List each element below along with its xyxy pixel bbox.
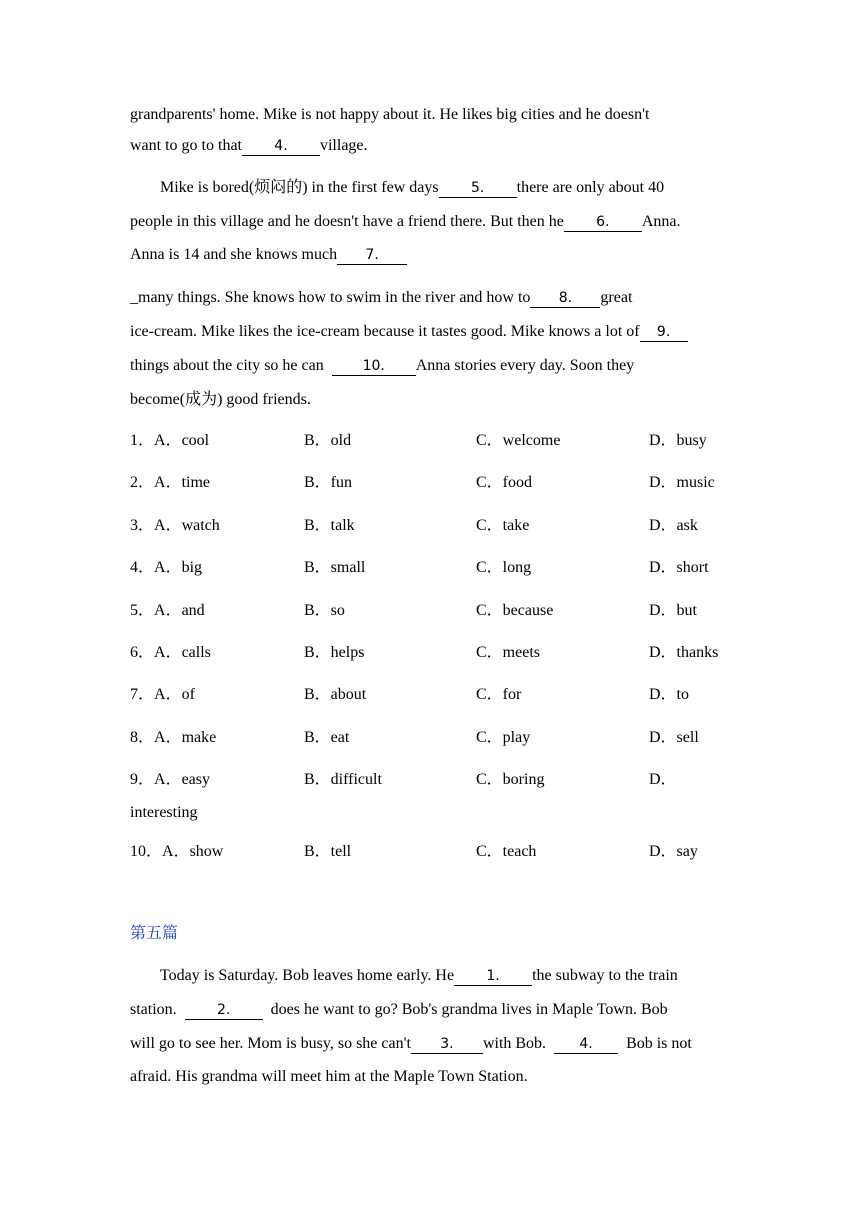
option-row-4 bbox=[0, 557, 860, 579]
passage4-line-3 bbox=[160, 178, 664, 198]
option-d: D． bbox=[649, 771, 677, 788]
option-c: C．meets bbox=[476, 644, 540, 661]
option-b: B．fun bbox=[304, 474, 353, 491]
text: Anna. bbox=[641, 213, 681, 230]
blank-6: 6. bbox=[564, 213, 642, 232]
text: _many things. She knows how to swim in the river and how to bbox=[130, 289, 531, 306]
option-d: D．but bbox=[649, 602, 698, 619]
option-d: D．music bbox=[649, 474, 715, 491]
option-a: 2．A．time bbox=[130, 474, 211, 491]
option-a: 6．A．calls bbox=[130, 644, 211, 661]
option-row-10 bbox=[0, 841, 860, 863]
option-a: 8．A．make bbox=[130, 729, 217, 746]
option-c: C．long bbox=[476, 559, 532, 576]
option-b: B．eat bbox=[304, 729, 350, 746]
option-row-8 bbox=[0, 727, 860, 749]
option-b: B．difficult bbox=[304, 771, 382, 788]
blank-8: 8. bbox=[530, 289, 600, 308]
option-c: C．for bbox=[476, 686, 522, 703]
option-d: D．sell bbox=[649, 729, 699, 746]
text: ice-cream. Mike likes the ice-cream because it tastes good. Mike knows a lot of bbox=[130, 323, 640, 340]
option-a: 5．A．and bbox=[130, 602, 205, 619]
passage4-line-1 bbox=[130, 105, 649, 125]
option-row-1 bbox=[0, 430, 860, 452]
passage5-line-2 bbox=[130, 1000, 668, 1020]
option-d: D．ask bbox=[649, 517, 698, 534]
option-a: 1．A．cool bbox=[130, 432, 210, 449]
text: people in this village and he doesn't have a friend there. But then he bbox=[130, 213, 564, 230]
text: with Bob. bbox=[482, 1035, 547, 1052]
blank-2: 2. bbox=[185, 1001, 263, 1020]
option-a: 7．A．of bbox=[130, 686, 195, 703]
option-d: D．thanks bbox=[649, 644, 719, 661]
passage5-line-3 bbox=[130, 1034, 692, 1054]
option-row-9 bbox=[0, 769, 860, 791]
option-row-9-wrap bbox=[0, 802, 860, 824]
text: Anna stories every day. Soon they bbox=[415, 357, 635, 374]
option-row-2 bbox=[0, 472, 860, 494]
option-row-6 bbox=[0, 642, 860, 664]
text: Bob is not bbox=[626, 1035, 692, 1052]
passage5-line-1 bbox=[160, 966, 678, 986]
option-c: C．food bbox=[476, 474, 533, 491]
text: will go to see her. Mom is busy, so she can't bbox=[130, 1035, 411, 1052]
text: there are only about 40 bbox=[516, 179, 665, 196]
text: become(成为) good friends. bbox=[130, 391, 311, 408]
option-c: C．welcome bbox=[476, 432, 561, 449]
option-a: 3．A．watch bbox=[130, 517, 220, 534]
option-c: C．boring bbox=[476, 771, 545, 788]
blank-1: 1. bbox=[454, 967, 532, 986]
blank-10: 10. bbox=[332, 357, 416, 376]
option-c: C．because bbox=[476, 602, 554, 619]
option-d: D．say bbox=[649, 843, 698, 860]
text: does he want to go? Bob's grandma lives in Maple Town. Bob bbox=[270, 1001, 668, 1018]
text: want to go to that bbox=[130, 137, 242, 154]
option-b: B．small bbox=[304, 559, 366, 576]
option-a: 10．A．show bbox=[130, 843, 224, 860]
option-d: D．short bbox=[649, 559, 709, 576]
option-a: 9．A．easy bbox=[130, 771, 211, 788]
text: afraid. His grandma will meet him at the Maple Town Station. bbox=[130, 1068, 528, 1085]
option-b: B．tell bbox=[304, 843, 352, 860]
option-row-3 bbox=[0, 515, 860, 537]
option-d: D．to bbox=[649, 686, 690, 703]
option-row-7 bbox=[0, 684, 860, 706]
option-c: C．play bbox=[476, 729, 531, 746]
option-c: C．take bbox=[476, 517, 530, 534]
section-heading: 第五篇 bbox=[130, 923, 179, 942]
option-b: B．about bbox=[304, 686, 367, 703]
option-b: B．talk bbox=[304, 517, 355, 534]
passage4-line-2 bbox=[130, 136, 368, 156]
blank-3: 3. bbox=[411, 1035, 483, 1054]
passage4-line-8 bbox=[130, 356, 634, 376]
blank-5: 5. bbox=[439, 179, 517, 198]
option-d: D．busy bbox=[649, 432, 707, 449]
passage4-line-6 bbox=[130, 288, 632, 308]
blank-9: 9. bbox=[640, 323, 688, 342]
option-b: B．old bbox=[304, 432, 352, 449]
passage5-line-4 bbox=[130, 1067, 528, 1087]
passage4-line-5 bbox=[130, 245, 407, 265]
passage4-line-4 bbox=[130, 212, 681, 232]
text: the subway to the train bbox=[532, 967, 678, 984]
text: Today is Saturday. Bob leaves home early. He bbox=[160, 967, 455, 984]
passage4-line-7 bbox=[130, 322, 688, 342]
passage4-line-9 bbox=[130, 390, 311, 410]
option-c: C．teach bbox=[476, 843, 537, 860]
option-d-wrapped-text: interesting bbox=[130, 804, 198, 821]
text: station. bbox=[130, 1001, 177, 1018]
text: Mike is bored(烦闷的) in the first few days bbox=[160, 179, 439, 196]
text: great bbox=[600, 289, 633, 306]
option-b: B．helps bbox=[304, 644, 365, 661]
option-b: B．so bbox=[304, 602, 345, 619]
text: grandparents' home. Mike is not happy about it. He likes big cities and he doesn't bbox=[130, 106, 650, 123]
text: Anna is 14 and she knows much bbox=[130, 246, 338, 263]
option-a: 4．A．big bbox=[130, 559, 203, 576]
text: village. bbox=[319, 137, 368, 154]
option-row-5 bbox=[0, 600, 860, 622]
blank-4: 4. bbox=[242, 137, 320, 156]
blank-7: 7. bbox=[337, 246, 407, 265]
blank-4: 4. bbox=[554, 1035, 618, 1054]
text: things about the city so he can bbox=[130, 357, 324, 374]
